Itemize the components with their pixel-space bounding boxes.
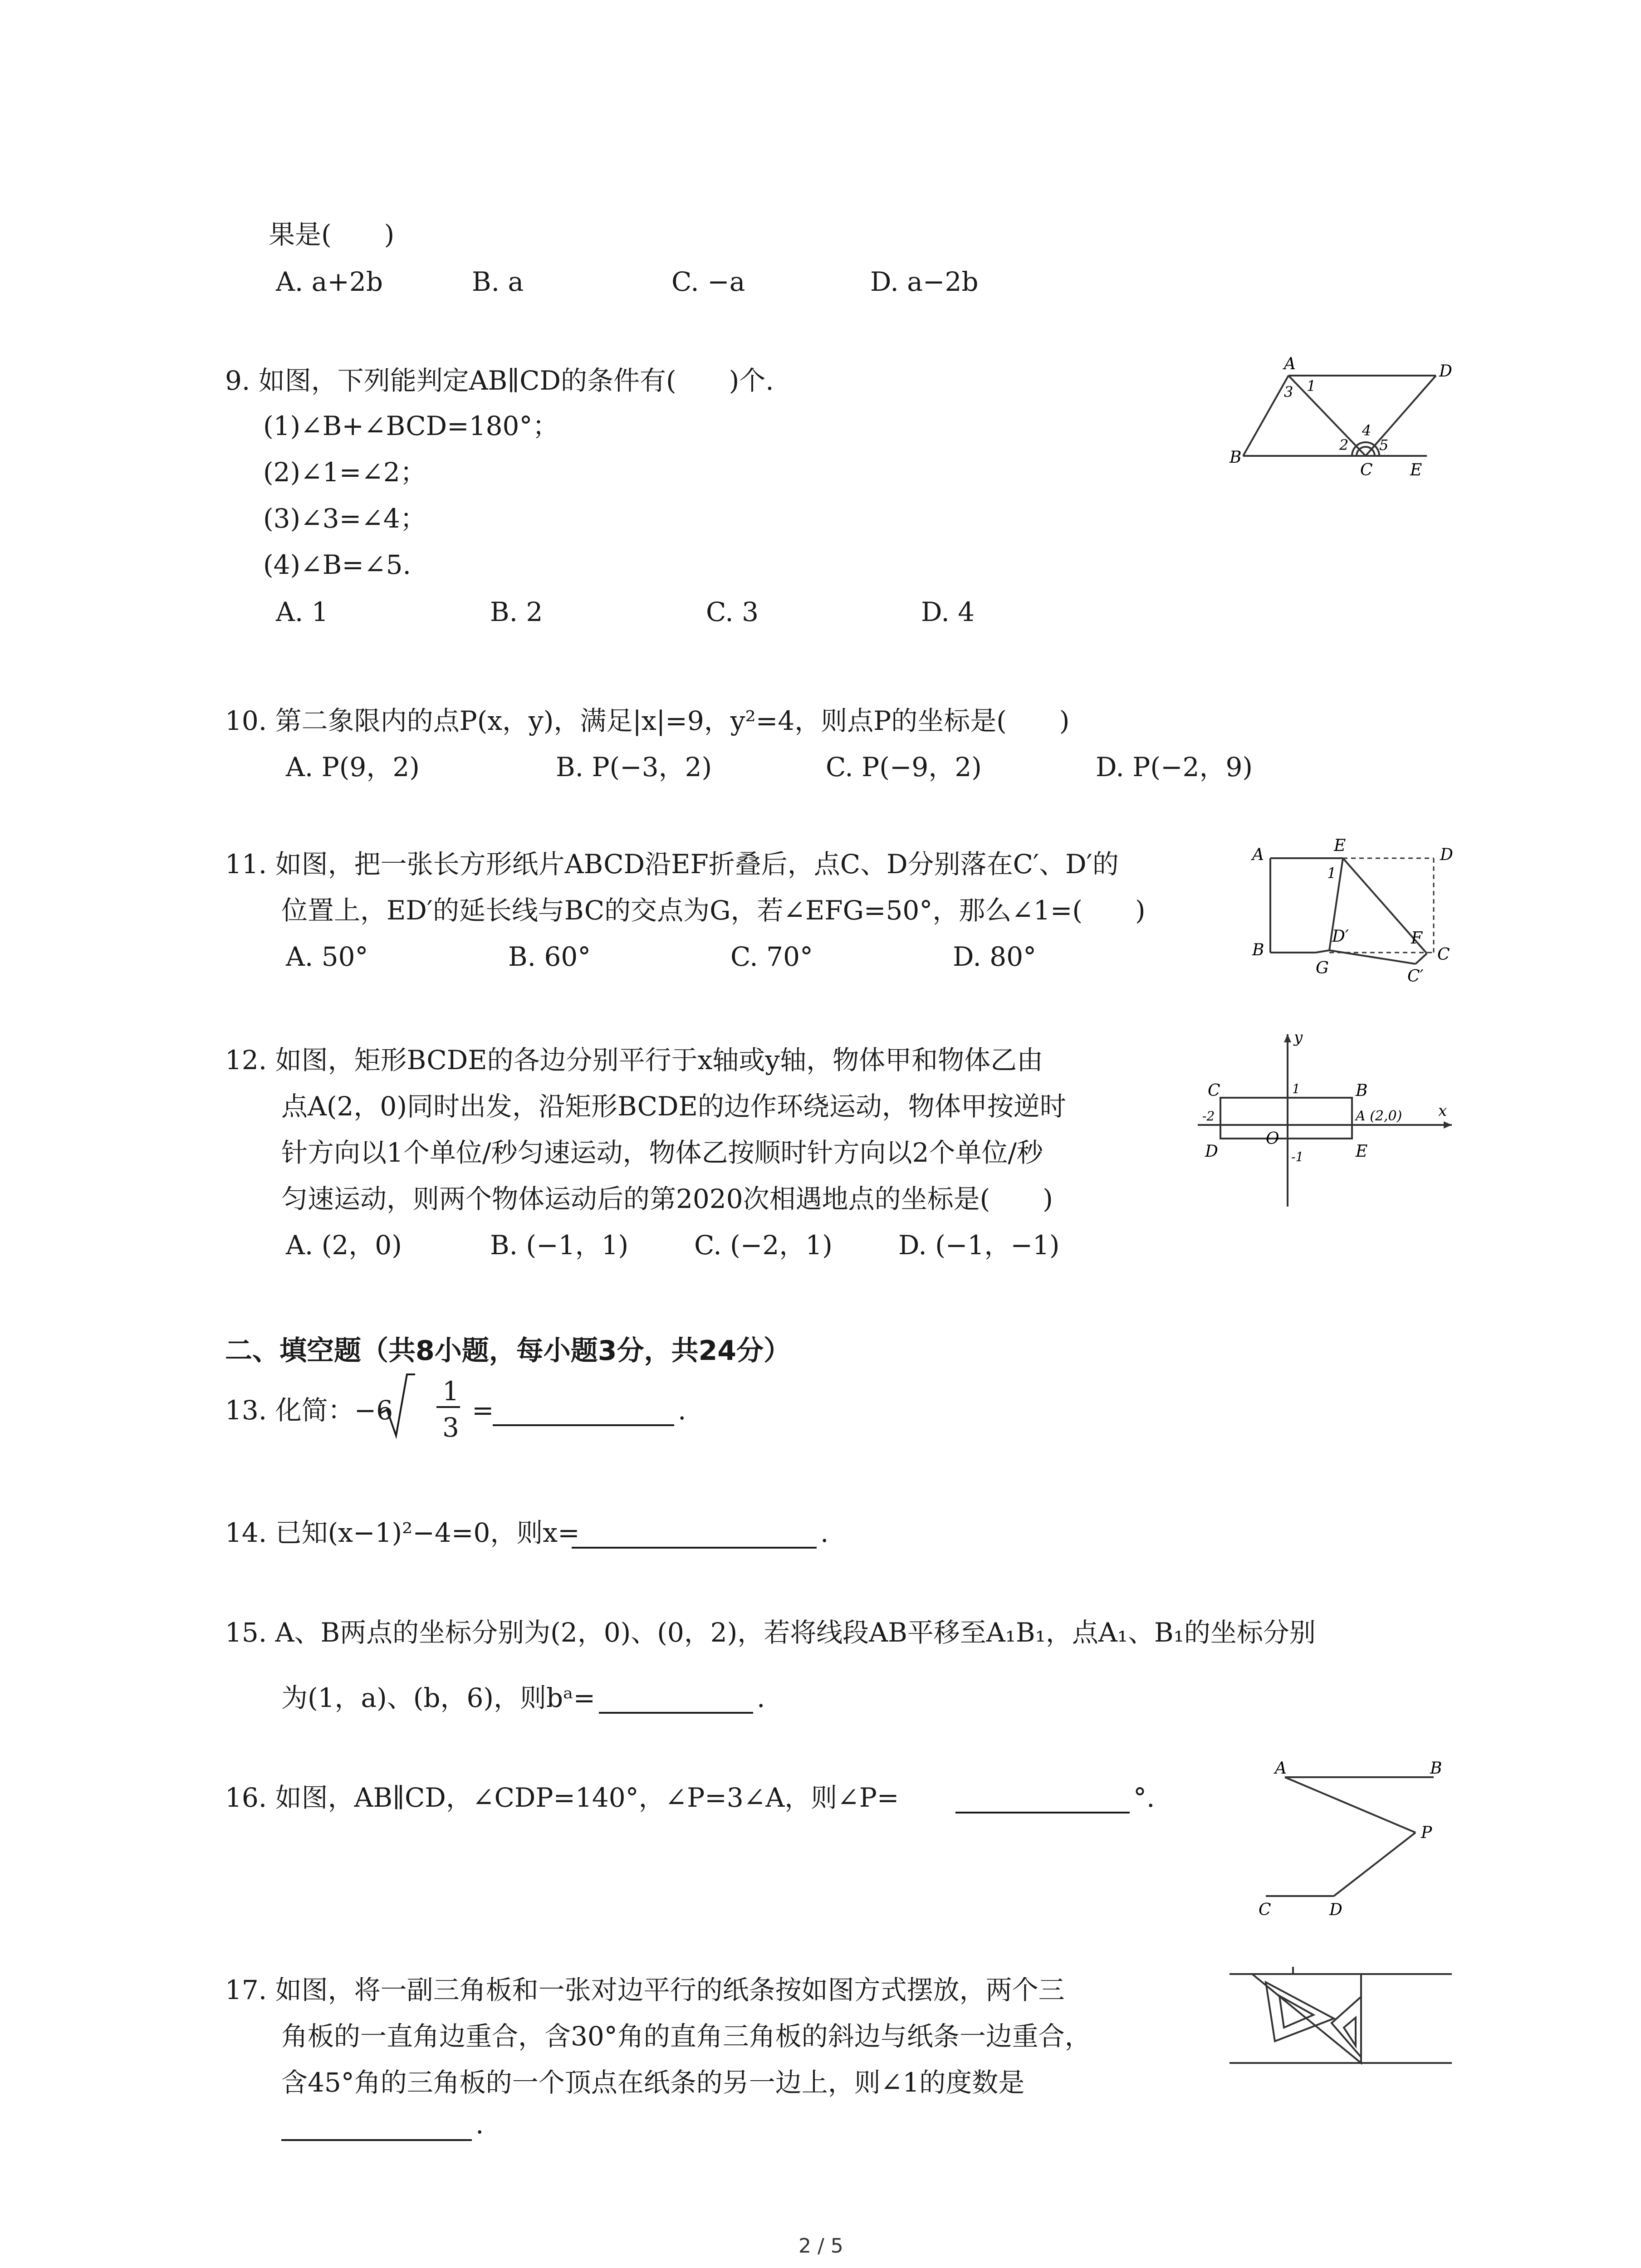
q15-line2: 为(1，a)、(b，6)，则bᵃ=	[281, 1682, 596, 1713]
q10-option-b: B. P(−3，2)	[556, 752, 712, 782]
q13-equals: =	[472, 1395, 494, 1426]
q16-figure	[1252, 1751, 1452, 1923]
q12-label-a: A (2,0)	[1356, 1108, 1402, 1124]
q9-label-a: A	[1284, 355, 1296, 373]
q13-denominator: 3	[442, 1412, 459, 1443]
q12-label-y: y	[1294, 1028, 1303, 1046]
q17-line2: 角板的一直角边重合，含30°角的直角三角板的斜边与纸条一边重合，	[281, 2021, 1091, 2052]
q13-end: .	[678, 1395, 686, 1426]
q9-angle-5: 5	[1379, 436, 1389, 454]
q9-label-d: D	[1439, 362, 1452, 381]
q9-option-b: B. 2	[490, 596, 543, 627]
q9-label-b: B	[1230, 448, 1242, 467]
q12-label-d: D	[1205, 1142, 1218, 1161]
q9-angle-4: 4	[1362, 422, 1372, 439]
q12-tick-neg2: -2	[1202, 1109, 1215, 1124]
q12-option-c: C. (−2，1)	[694, 1230, 833, 1261]
q14-end: .	[820, 1517, 829, 1548]
q9-cond-1: (1)∠B+∠BCD=180°；	[263, 411, 559, 441]
q11-option-d: D. 80°	[953, 941, 1037, 972]
q11-line2: 位置上，ED′的延长线与BC的交点为G，若∠EFG=50°，那么∠1=( )	[281, 895, 1146, 926]
page-number: 2 / 5	[798, 2234, 843, 2258]
q9-angle-2: 2	[1339, 436, 1349, 454]
q14-text: 14. 已知(x−1)²−4=0，则x=	[225, 1517, 580, 1548]
sqrt-symbol-icon	[379, 1370, 415, 1442]
q16-label-b: B	[1430, 1759, 1442, 1778]
q11-figure	[1243, 835, 1461, 989]
q12-label-x: x	[1438, 1102, 1447, 1120]
q11-label-f: F	[1411, 929, 1422, 948]
q12-option-a: A. (2，0)	[286, 1230, 402, 1261]
q9-label-e: E	[1410, 461, 1422, 479]
q9-stem: 9. 如图，下列能判定AB∥CD的条件有( )个.	[225, 365, 774, 396]
q11-label-c: C	[1437, 945, 1450, 964]
q12-label-o: O	[1266, 1129, 1279, 1148]
q10-stem: 10. 第二象限内的点P(x，y)，满足|x|=9，y²=4，则点P的坐标是( )	[225, 705, 1070, 736]
q9-option-a: A. 1	[276, 596, 328, 627]
q12-label-e: E	[1356, 1142, 1368, 1161]
q12-option-b: B. (−1，1)	[490, 1230, 629, 1261]
q10-option-a: A. P(9，2)	[286, 752, 420, 782]
y-axis-arrow	[1284, 1034, 1291, 1042]
q13-numerator: 1	[442, 1376, 459, 1407]
q10-option-d: D. P(−2，9)	[1096, 752, 1253, 782]
q11-line1: 11. 如图，把一张长方形纸片ABCD沿EF折叠后，点C、D分别落在C′、D′的	[225, 849, 1119, 880]
q11-angle-1: 1	[1327, 865, 1337, 882]
q16-label-a: A	[1275, 1759, 1287, 1778]
q16-text: 16. 如图，AB∥CD，∠CDP=140°，∠P=3∠A，则∠P=	[225, 1782, 899, 1813]
x-axis-arrow	[1444, 1121, 1452, 1129]
q12-label-c: C	[1208, 1081, 1220, 1100]
q15-end: .	[757, 1682, 765, 1713]
q11-label-a: A	[1252, 846, 1264, 864]
q14-answer-blank[interactable]	[572, 1524, 817, 1549]
q12-tick-1: 1	[1292, 1081, 1300, 1096]
q12-line4: 匀速运动，则两个物体运动后的第2020次相遇地点的坐标是( )	[281, 1183, 1053, 1214]
q8-option-b: B. a	[472, 266, 524, 297]
q12-line2: 点A(2，0)同时出发，沿矩形BCDE的边作环绕运动，物体甲按逆时	[281, 1091, 1066, 1122]
q16-label-c: C	[1259, 1901, 1271, 1919]
q13-fraction-bar	[436, 1406, 460, 1408]
q11-label-g: G	[1316, 959, 1329, 978]
q17-answer-blank[interactable]	[281, 2116, 472, 2141]
q17-line3: 含45°角的三角板的一个顶点在纸条的另一边上，则∠1的度数是	[281, 2067, 1025, 2098]
q11-label-dprime: D′	[1332, 927, 1349, 946]
q16-end: °.	[1133, 1782, 1155, 1813]
q17-figure	[1225, 1964, 1461, 2073]
q12-option-d: D. (−1，−1)	[898, 1230, 1060, 1261]
q12-line1: 12. 如图，矩形BCDE的各边分别平行于x轴或y轴，物体甲和物体乙由	[225, 1045, 1043, 1075]
q11-label-b: B	[1252, 941, 1264, 959]
q12-tick-neg1: -1	[1291, 1149, 1304, 1164]
q11-option-c: C. 70°	[730, 941, 813, 972]
q11-label-cprime: C′	[1407, 967, 1424, 986]
q8-option-a: A. a+2b	[276, 266, 383, 297]
q15-answer-blank[interactable]	[599, 1689, 753, 1714]
q16-label-d: D	[1329, 1901, 1342, 1919]
section-2-heading: 二、填空题（共8小题，每小题3分，共24分）	[225, 1335, 791, 1367]
q13-prefix: 13. 化简：−6	[225, 1395, 393, 1426]
q8-line2: 果是( )	[269, 219, 395, 250]
q11-label-d: D	[1440, 846, 1453, 864]
q12-label-b: B	[1356, 1081, 1368, 1100]
q9-option-c: C. 3	[706, 596, 759, 627]
q15-line1: 15. A、B两点的坐标分别为(2，0)、(0，2)，若将线段AB平移至A₁B₁，点A₁、B₁的坐标分别	[225, 1617, 1316, 1648]
q12-line3: 针方向以1个单位/秒匀速运动，物体乙按顺时针方向以2个单位/秒	[281, 1137, 1043, 1168]
q9-figure	[1216, 354, 1461, 485]
q9-label-c: C	[1360, 461, 1373, 479]
q10-option-c: C. P(−9，2)	[826, 752, 982, 782]
q11-option-a: A. 50°	[286, 941, 368, 972]
q17-end: .	[475, 2109, 484, 2140]
q9-option-d: D. 4	[921, 596, 975, 627]
q11-label-e: E	[1334, 836, 1346, 855]
q9-angle-3: 3	[1284, 383, 1293, 401]
q9-cond-2: (2)∠1=∠2；	[263, 457, 426, 488]
q8-option-d: D. a−2b	[870, 266, 979, 297]
q9-cond-3: (3)∠3=∠4；	[263, 503, 426, 534]
q16-answer-blank[interactable]	[955, 1789, 1130, 1813]
q16-label-p: P	[1421, 1823, 1432, 1842]
q8-option-c: C. −a	[671, 266, 745, 297]
q9-angle-1: 1	[1307, 377, 1316, 395]
q9-cond-4: (4)∠B=∠5.	[263, 549, 411, 580]
q17-line1: 17. 如图，将一副三角板和一张对边平行的纸条按如图方式摆放，两个三	[225, 1975, 1065, 2005]
q13-answer-blank[interactable]	[493, 1402, 674, 1426]
q12-figure	[1175, 1025, 1465, 1216]
q11-option-b: B. 60°	[508, 941, 591, 972]
